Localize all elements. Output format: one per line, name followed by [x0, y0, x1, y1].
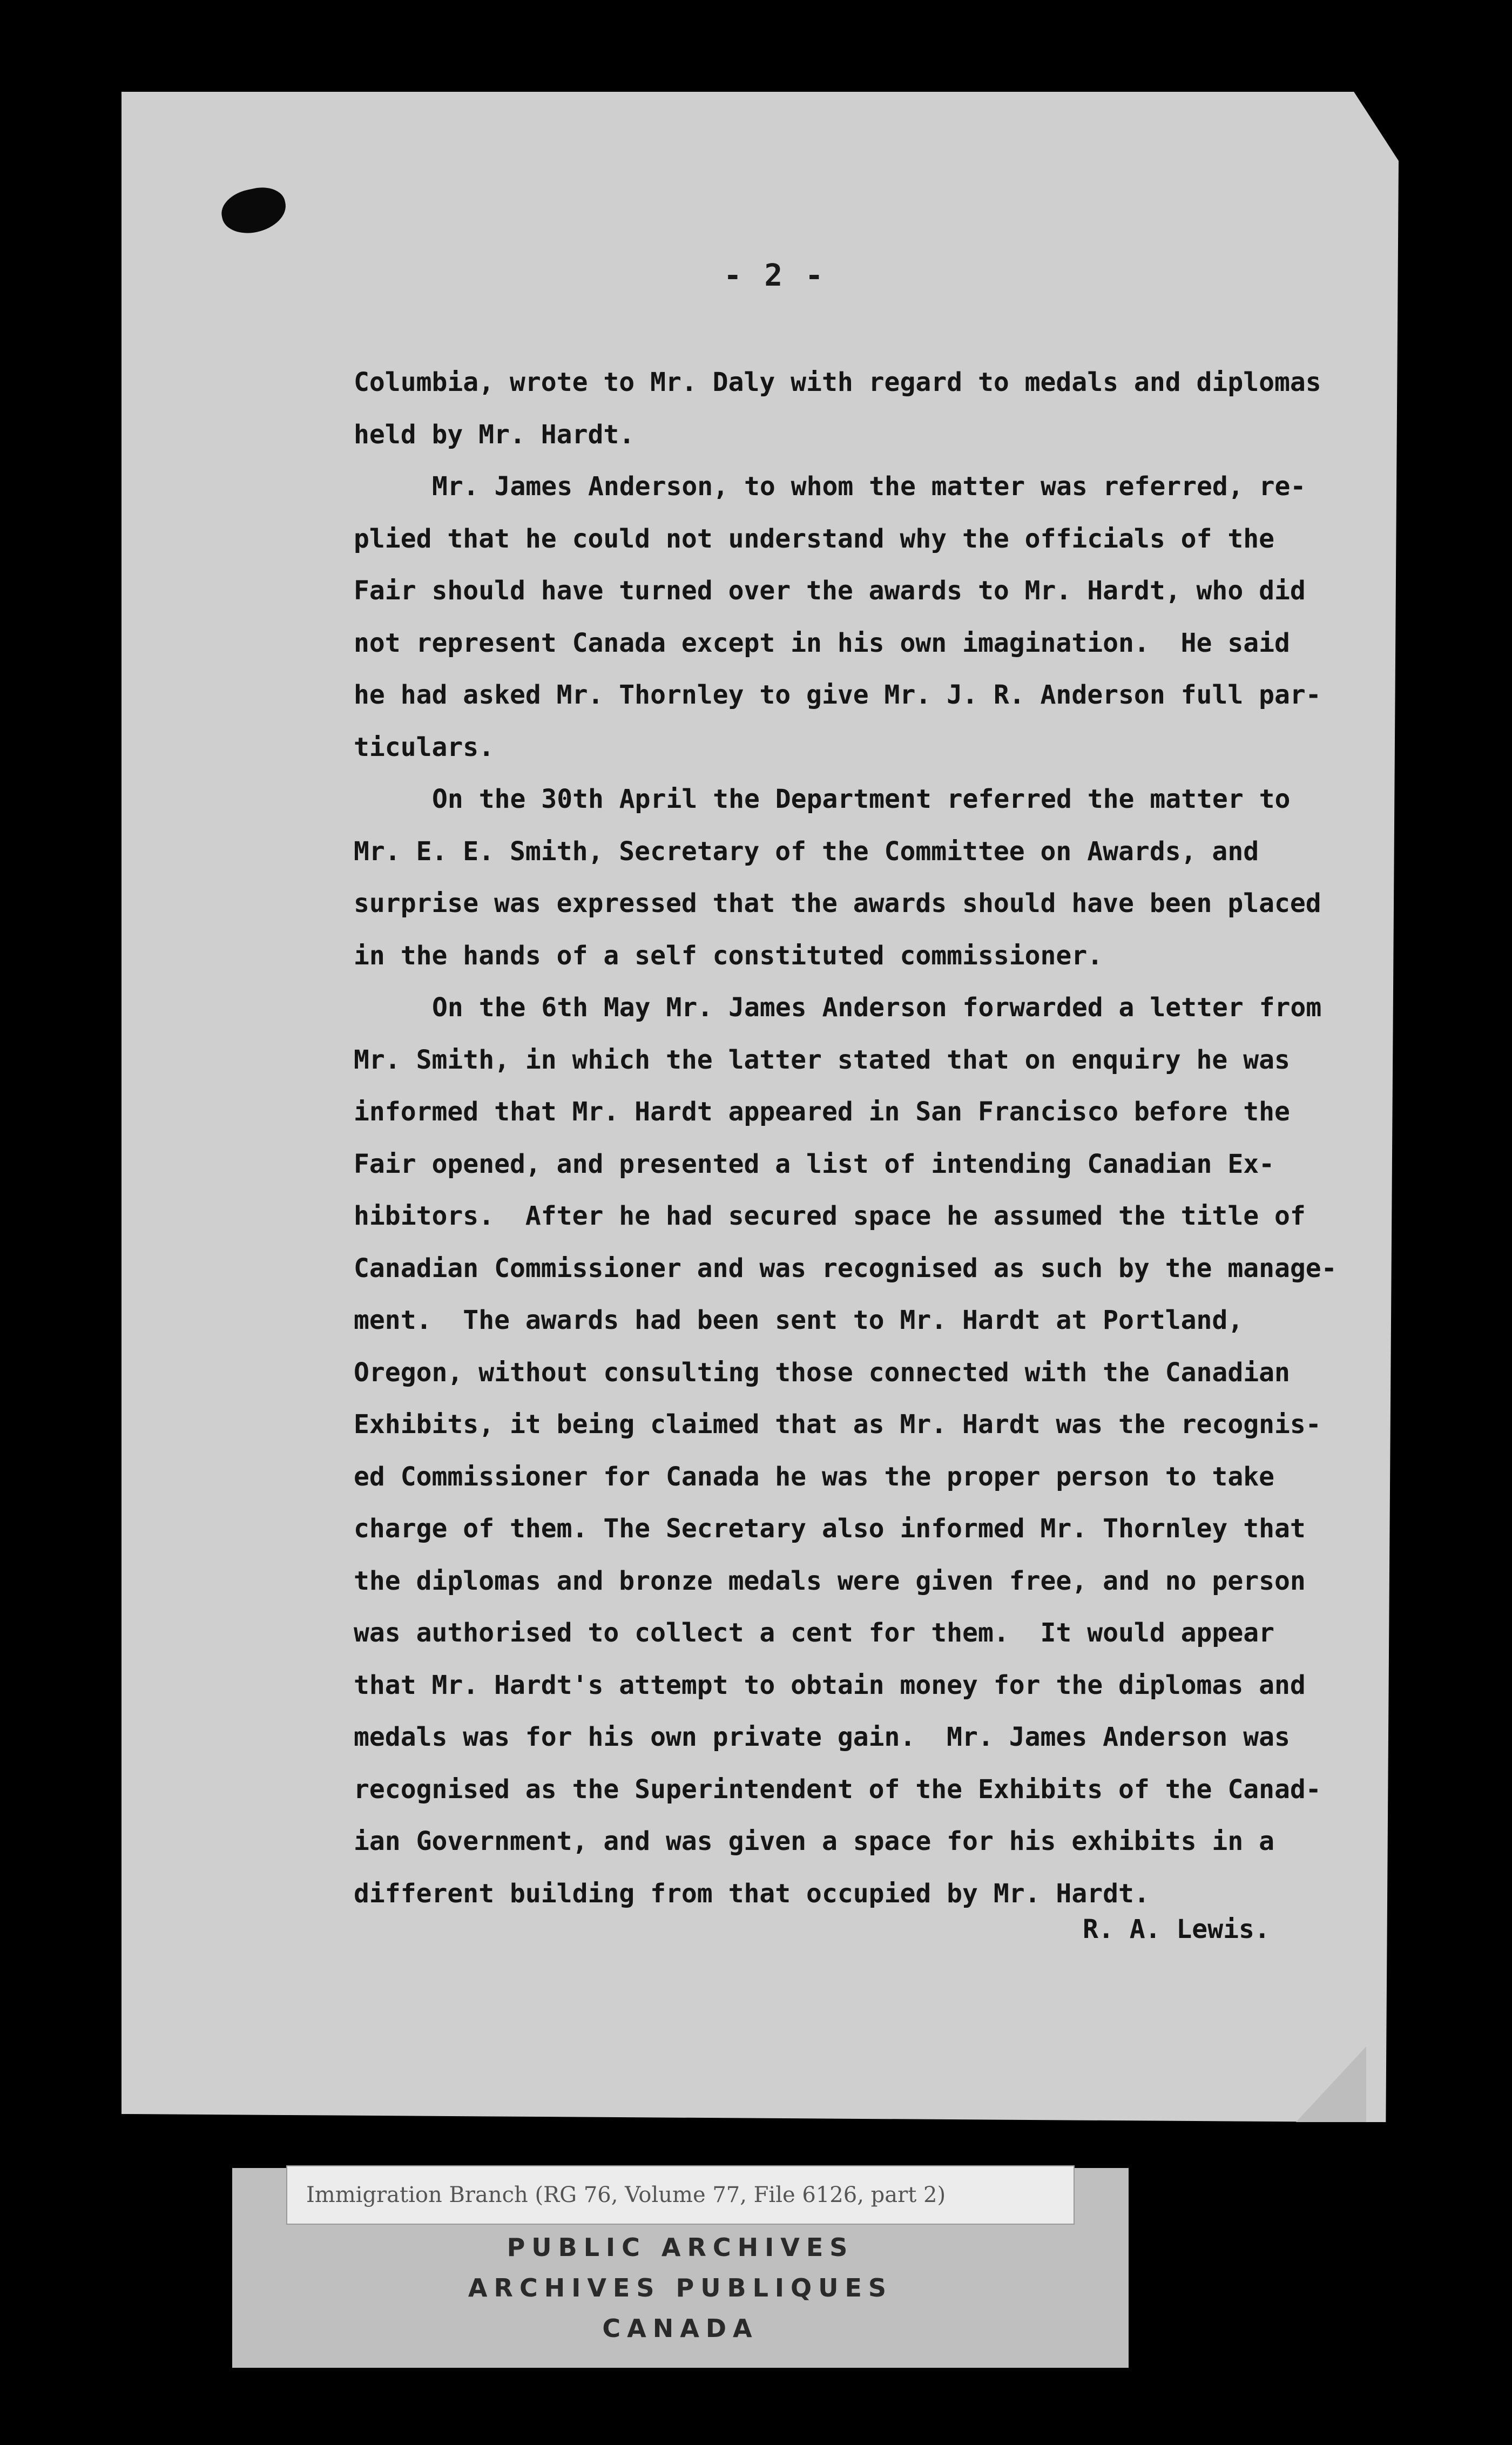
text-line: the diplomas and bronze medals were given free, and no person — [354, 1565, 1306, 1596]
text-line: different building from that occupied by Mr. Hardt. — [354, 1878, 1150, 1909]
text-line: On the 30th April the Department referred the matter to — [432, 784, 1291, 814]
text-line: On the 6th May Mr. James Anderson forwarded a letter from — [432, 992, 1322, 1023]
text-line: ment. The awards had been sent to Mr. Hardt at Portland, — [354, 1305, 1244, 1335]
text-line: not represent Canada except in his own imagination. He said — [354, 627, 1290, 658]
text-line: Canadian Commissioner and was recognised as such by the manage- — [354, 1253, 1337, 1284]
text-line: ticulars. — [354, 732, 495, 762]
text-line: Fair should have turned over the awards to Mr. Hardt, who did — [354, 576, 1306, 606]
stamp-line-canada: CANADA — [602, 2314, 759, 2343]
text-line: charge of them. The Secretary also informed Mr. Thornley that — [354, 1514, 1306, 1544]
text-line: Mr. E. E. Smith, Secretary of the Committee on Awards, and — [354, 836, 1259, 867]
stamp-line-archives-publiques: ARCHIVES PUBLIQUES — [468, 2273, 893, 2302]
text-line: in the hands of a self constituted commissioner. — [354, 940, 1103, 971]
stamp-line-public-archives: PUBLIC ARCHIVES — [507, 2233, 854, 2262]
archive-reference-label: Immigration Branch (RG 76, Volume 77, File 6126, part 2) — [286, 2165, 1075, 2225]
text-line: he had asked Mr. Thornley to give Mr. J. R. Anderson full par- — [354, 680, 1321, 710]
text-line: informed that Mr. Hardt appeared in San Francisco before the — [354, 1097, 1290, 1127]
text-line: plied that he could not understand why the officials of the — [354, 523, 1275, 554]
text-line: held by Mr. Hardt. — [354, 419, 635, 450]
text-line: Mr. Smith, in which the latter stated that on enquiry he was — [354, 1044, 1290, 1075]
text-line: Mr. James Anderson, to whom the matter was referred, re- — [432, 471, 1306, 502]
text-line: was authorised to collect a cent for them. It would appear — [354, 1618, 1275, 1648]
letter-body — [354, 356, 1337, 1920]
text-line: ed Commissioner for Canada he was the proper person to take — [354, 1461, 1275, 1492]
text-line: Fair opened, and presented a list of intending Canadian Ex- — [354, 1149, 1275, 1179]
text-line: Exhibits, it being claimed that as Mr. Hardt was the recognis- — [354, 1409, 1321, 1440]
text-line: surprise was expressed that the awards should have been placed — [354, 888, 1321, 918]
text-line: Oregon, without consulting those connected with the Canadian — [354, 1357, 1290, 1388]
text-line: ian Government, and was given a space for his exhibits in a — [354, 1826, 1275, 1856]
page-number: - 2 - — [724, 258, 826, 293]
text-line: that Mr. Hardt's attempt to obtain money for the diplomas and — [354, 1670, 1306, 1700]
signature: R. A. Lewis. — [1083, 1914, 1270, 1944]
text-line: Columbia, wrote to Mr. Daly with regard to medals and diplomas — [354, 367, 1321, 397]
text-line: recognised as the Superintendent of the Exhibits of the Canad- — [354, 1774, 1321, 1805]
text-line: hibitors. After he had secured space he assumed the title of — [354, 1201, 1306, 1231]
text-line: medals was for his own private gain. Mr. James Anderson was — [354, 1722, 1290, 1752]
